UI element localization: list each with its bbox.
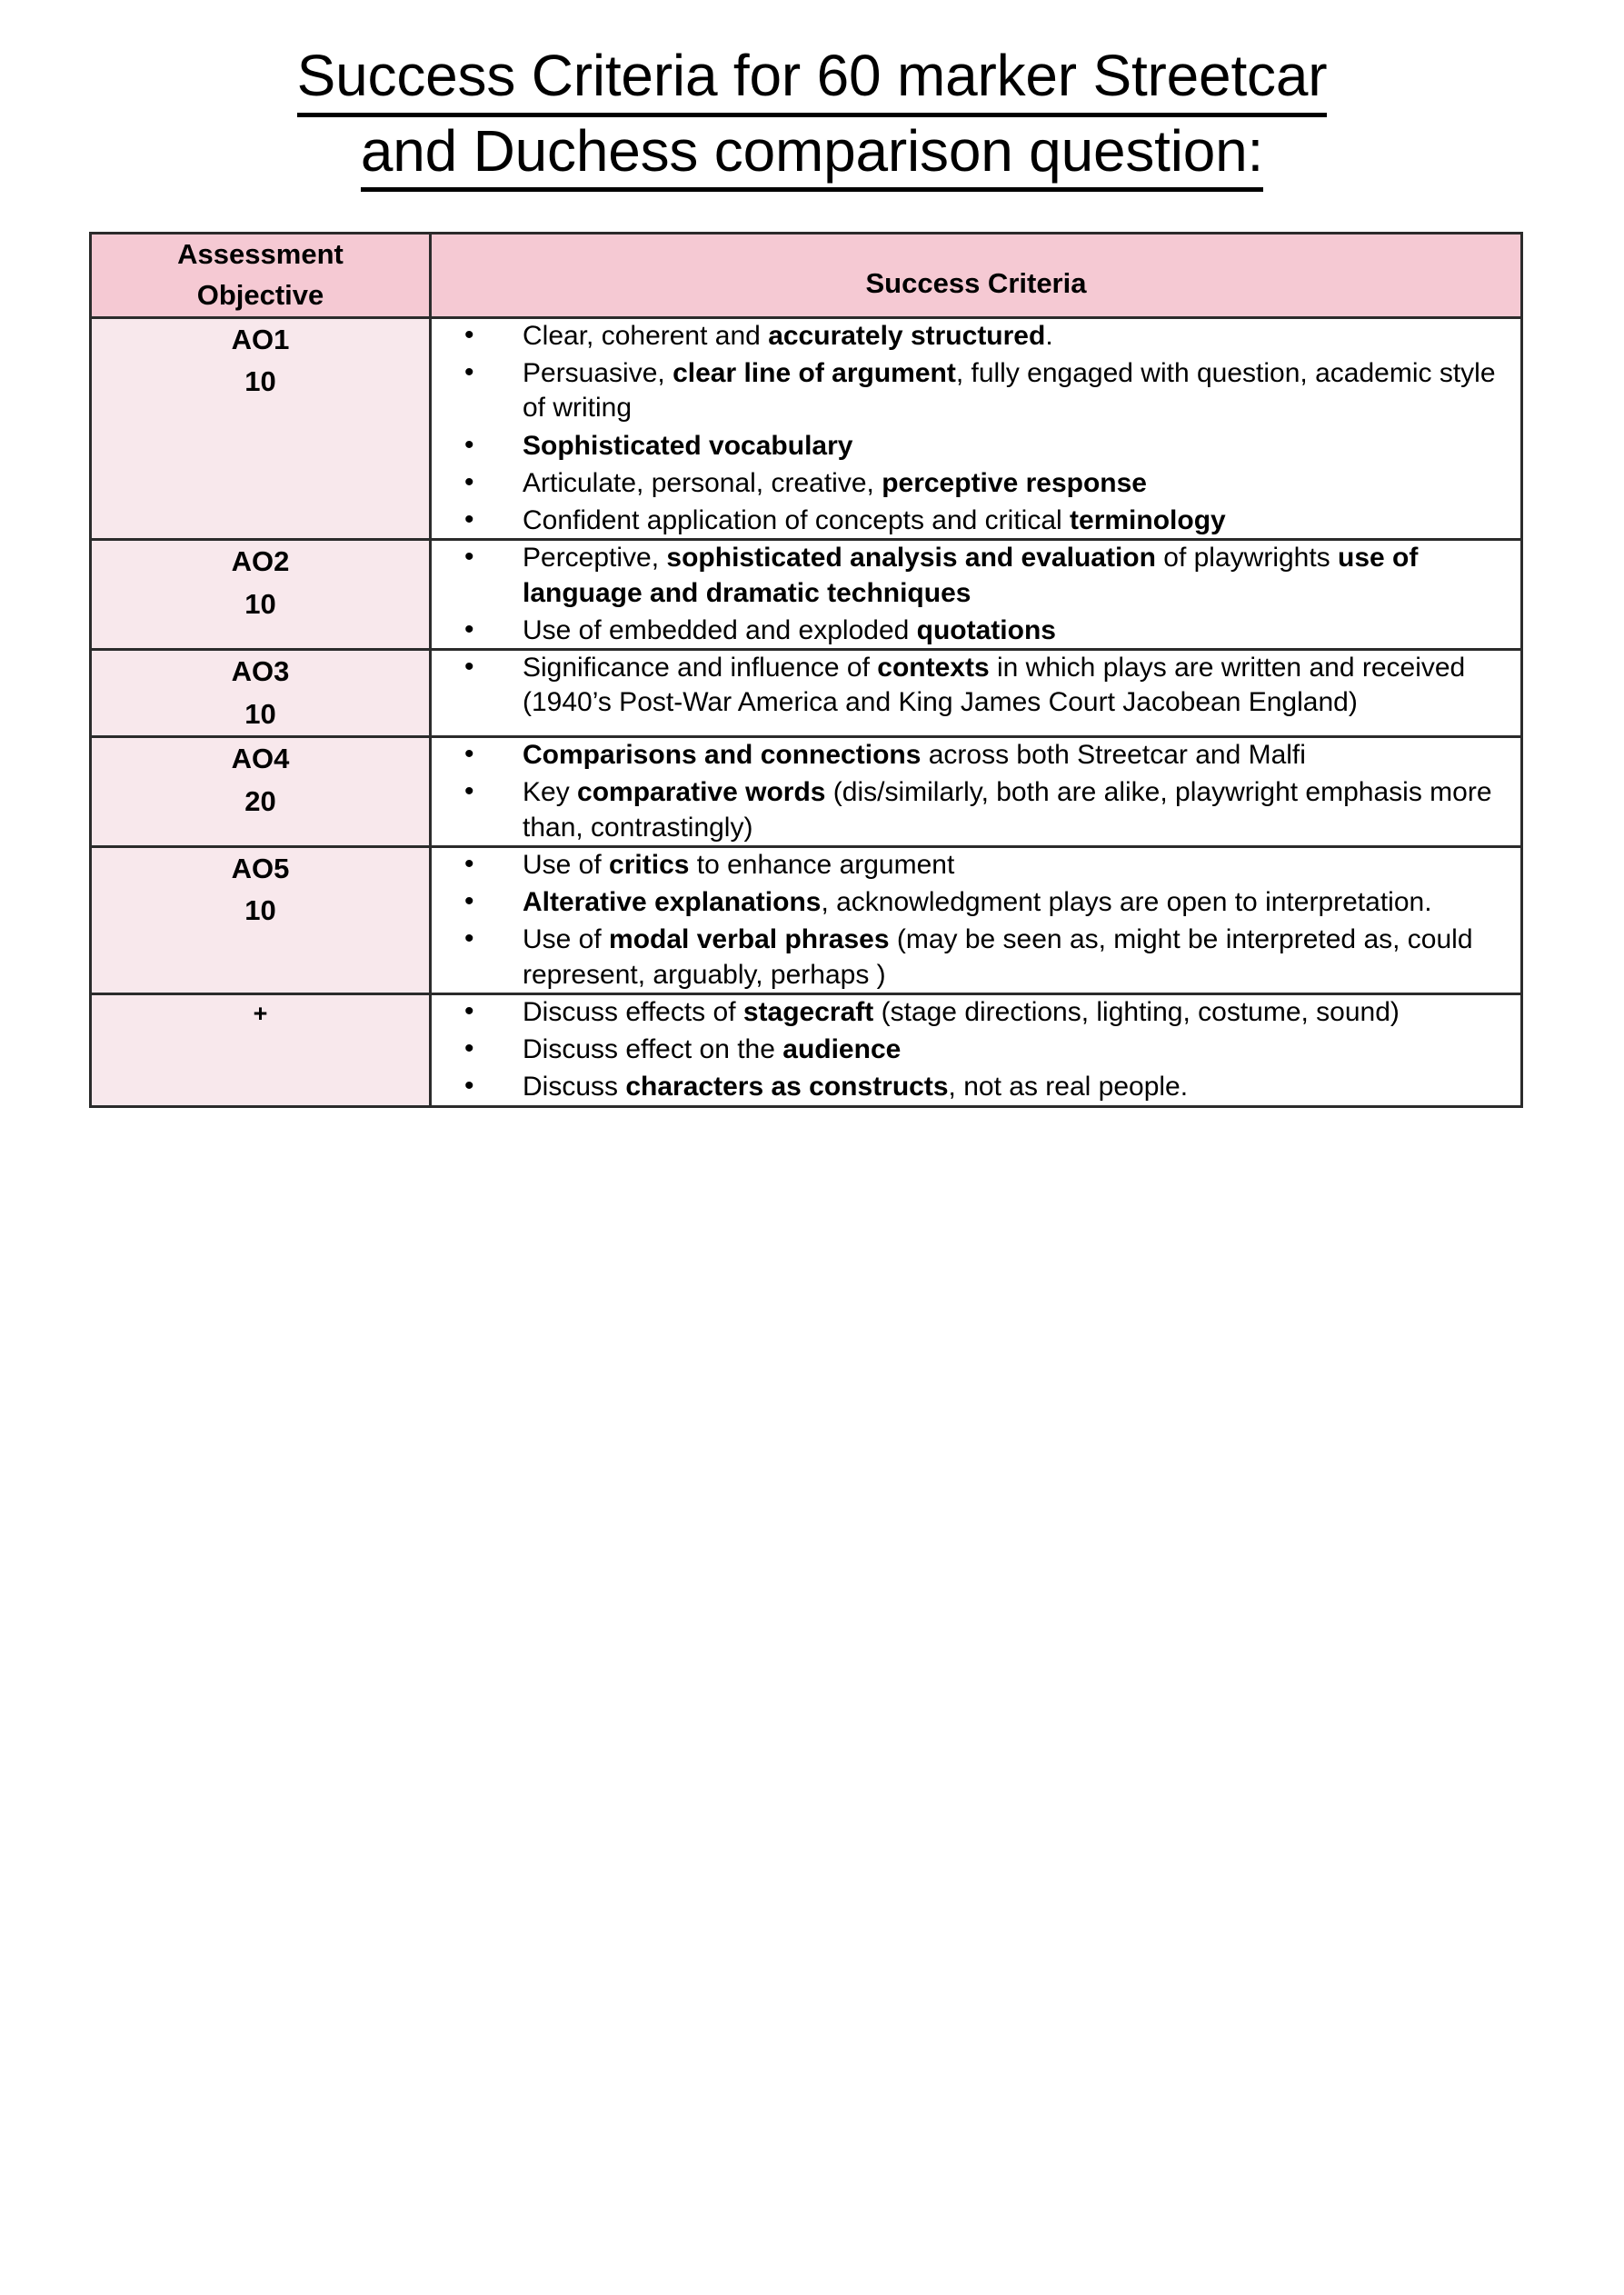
assessment-objective-cell bbox=[91, 650, 431, 737]
table-body bbox=[91, 317, 1522, 1106]
bullet-text: , not as real people. bbox=[948, 1072, 1189, 1103]
bullet-text: Clear, coherent and bbox=[523, 320, 769, 351]
table-header-row bbox=[91, 234, 1522, 318]
column-header-ao-line-1: Assessment bbox=[177, 238, 344, 271]
bullet-emphasis-text: contexts bbox=[877, 653, 990, 684]
table-row bbox=[91, 737, 1522, 847]
assessment-objective-marks: 20 bbox=[244, 784, 276, 817]
bullet-text: (dis/similarly, both are alike, playwright emphasis more than, contrastingly) bbox=[523, 777, 1492, 843]
table-row bbox=[91, 993, 1522, 1106]
page-title bbox=[0, 0, 1624, 192]
bullet-text: (stage directions, lighting, costume, sound) bbox=[873, 996, 1400, 1027]
criteria-bullet-item bbox=[432, 848, 1520, 883]
assessment-objective-marks: 10 bbox=[244, 587, 276, 620]
criteria-bullet-item bbox=[432, 738, 1520, 773]
bullet-text: Key bbox=[523, 777, 578, 808]
bullet-text: Confident application of concepts and critical bbox=[523, 505, 1071, 536]
bullet-emphasis-text: comparative words bbox=[577, 777, 826, 808]
assessment-objective-marks: 10 bbox=[244, 365, 276, 398]
bullet-text: Perceptive, bbox=[523, 543, 667, 574]
bullet-emphasis-text: sophisticated analysis and evaluation bbox=[666, 543, 1156, 574]
bullet-emphasis-text: use of language and dramatic techniques bbox=[523, 543, 1419, 608]
assessment-objective-cell bbox=[91, 737, 431, 847]
column-header-success-criteria: Success Criteria bbox=[431, 234, 1522, 318]
bullet-text: of playwrights bbox=[1155, 543, 1339, 574]
criteria-bullet-item bbox=[432, 923, 1520, 993]
criteria-bullet-item bbox=[432, 356, 1520, 426]
bullet-text: , fully engaged with question, academic style of writing bbox=[523, 358, 1496, 424]
bullet-text: to enhance argument bbox=[689, 849, 955, 880]
success-criteria-cell bbox=[431, 846, 1522, 993]
success-criteria-table bbox=[89, 232, 1523, 1108]
criteria-bullet-item bbox=[432, 541, 1520, 611]
criteria-bullet-item bbox=[432, 1070, 1520, 1104]
criteria-bullet-item bbox=[432, 1033, 1520, 1067]
assessment-objective-cell bbox=[91, 993, 431, 1106]
bullet-text: Use of bbox=[523, 849, 610, 880]
criteria-bullet-list bbox=[432, 848, 1520, 993]
bullet-text: in which plays are written and received (1940’s Post-War America and King James Court Jacobean England) bbox=[523, 653, 1466, 718]
bullet-emphasis-text: Alterative explanations bbox=[523, 887, 822, 918]
success-criteria-cell bbox=[431, 650, 1522, 737]
criteria-bullet-item bbox=[432, 466, 1520, 501]
criteria-bullet-item bbox=[432, 504, 1520, 538]
assessment-objective-code: AO1 bbox=[231, 323, 290, 355]
criteria-bullet-list bbox=[432, 995, 1520, 1105]
success-criteria-cell bbox=[431, 737, 1522, 847]
assessment-objective-marks: 10 bbox=[244, 894, 276, 927]
table-row bbox=[91, 317, 1522, 540]
bullet-emphasis-text: terminology bbox=[1070, 505, 1226, 536]
assessment-objective-cell bbox=[91, 317, 431, 540]
criteria-bullet-item bbox=[432, 651, 1520, 721]
criteria-bullet-item bbox=[432, 885, 1520, 920]
success-criteria-cell bbox=[431, 317, 1522, 540]
assessment-objective-code: AO3 bbox=[231, 655, 290, 688]
bullet-text: Discuss bbox=[523, 1072, 626, 1103]
assessment-objective-code: AO4 bbox=[231, 743, 290, 775]
page-title-line-1: Success Criteria for 60 marker Streetcar bbox=[297, 42, 1328, 117]
bullet-emphasis-text: critics bbox=[609, 849, 690, 880]
criteria-bullet-list bbox=[432, 541, 1520, 648]
criteria-bullet-item bbox=[432, 995, 1520, 1030]
criteria-bullet-item bbox=[432, 614, 1520, 648]
bullet-text: Significance and influence of bbox=[523, 653, 878, 684]
criteria-table-container bbox=[0, 192, 1624, 1108]
bullet-emphasis-text: Comparisons and connections bbox=[523, 740, 922, 771]
success-criteria-cell bbox=[431, 540, 1522, 650]
bullet-text: Discuss effect on the bbox=[523, 1034, 783, 1065]
bullet-emphasis-text: clear line of argument bbox=[673, 358, 956, 389]
bullet-text: Discuss effects of bbox=[523, 996, 743, 1027]
criteria-bullet-item bbox=[432, 429, 1520, 464]
success-criteria-cell bbox=[431, 993, 1522, 1106]
assessment-objective-cell bbox=[91, 540, 431, 650]
bullet-text: Persuasive, bbox=[523, 358, 673, 389]
bullet-emphasis-text: characters as constructs bbox=[625, 1072, 949, 1103]
bullet-text: Articulate, personal, creative, bbox=[523, 467, 882, 498]
assessment-objective-marks: 10 bbox=[244, 697, 276, 730]
criteria-bullet-list bbox=[432, 738, 1520, 845]
assessment-objective-code: AO2 bbox=[231, 545, 290, 578]
bullet-emphasis-text: modal verbal phrases bbox=[609, 924, 890, 955]
table-row bbox=[91, 846, 1522, 993]
bullet-text: across both Streetcar and Malfi bbox=[921, 740, 1306, 771]
assessment-objective-cell bbox=[91, 846, 431, 993]
table-row bbox=[91, 540, 1522, 650]
bullet-emphasis-text: perceptive response bbox=[882, 467, 1147, 498]
criteria-bullet-list bbox=[432, 651, 1520, 721]
bullet-emphasis-text: accurately structured bbox=[768, 320, 1046, 351]
column-header-assessment-objective bbox=[91, 234, 431, 318]
assessment-objective-code: + bbox=[253, 999, 268, 1027]
table-row bbox=[91, 650, 1522, 737]
column-header-ao-line-2: Objective bbox=[196, 278, 324, 311]
bullet-text: Use of embedded and exploded bbox=[523, 614, 917, 645]
bullet-text: , acknowledgment plays are open to interpretation. bbox=[821, 887, 1432, 918]
criteria-bullet-item bbox=[432, 775, 1520, 845]
criteria-bullet-item bbox=[432, 319, 1520, 354]
bullet-text: . bbox=[1045, 320, 1053, 351]
bullet-emphasis-text: Sophisticated vocabulary bbox=[523, 430, 853, 461]
page-title-line-2: and Duchess comparison question: bbox=[361, 117, 1263, 193]
bullet-emphasis-text: quotations bbox=[916, 614, 1056, 645]
bullet-emphasis-text: stagecraft bbox=[742, 996, 874, 1027]
bullet-emphasis-text: audience bbox=[782, 1034, 902, 1065]
assessment-objective-code: AO5 bbox=[231, 852, 290, 884]
criteria-bullet-list bbox=[432, 319, 1520, 539]
bullet-text: (may be seen as, might be interpreted as, could represent, arguably, perhaps ) bbox=[523, 924, 1473, 990]
bullet-text: Use of bbox=[523, 924, 610, 955]
table-header bbox=[91, 234, 1522, 318]
